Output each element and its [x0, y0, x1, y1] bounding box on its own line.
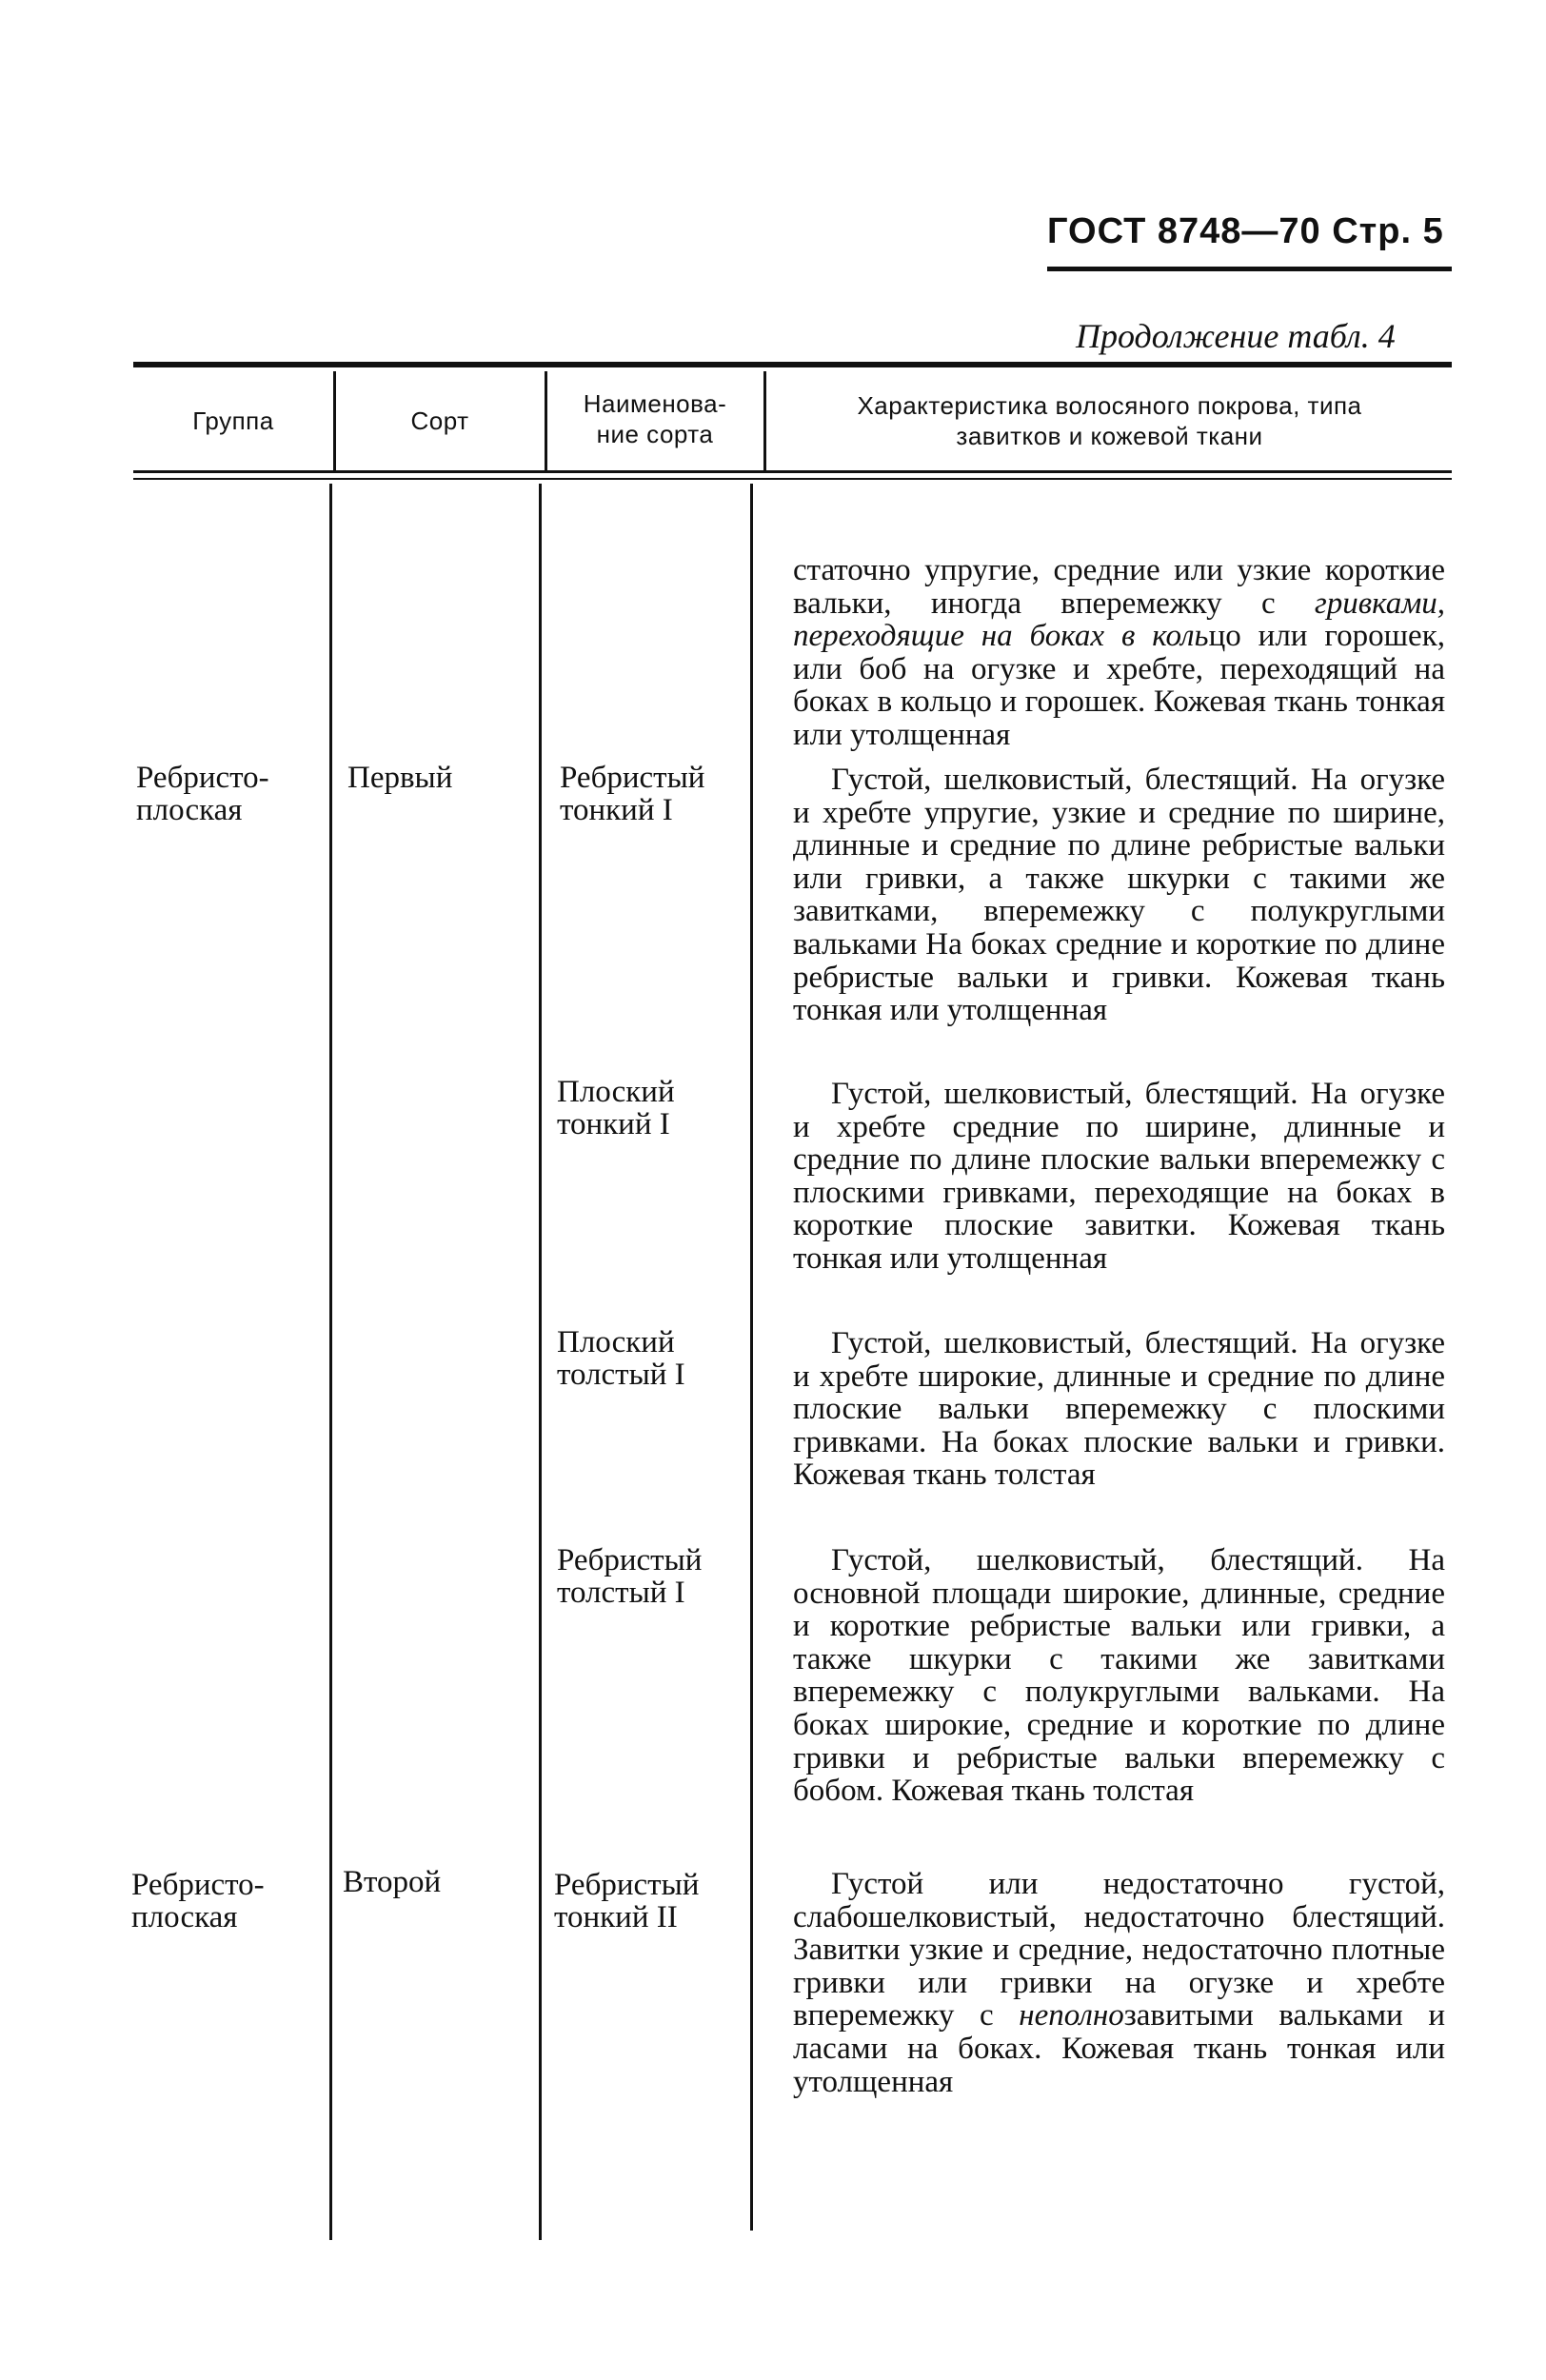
description-text-italic: гривками, переходящие на боках в коль	[793, 585, 1445, 654]
table-row	[793, 554, 1445, 752]
description-text-italic: неполно	[1019, 1998, 1124, 2033]
description-cell: Густой, шелковистый, блестящий. На огузке и хребте широкие, длинные и средние по длине плоские вальки вперемежку с плоскими гривками. На боках плоские вальки и гривки. Кожевая ткань толстая	[793, 1326, 1445, 1493]
sort-name-cell: Ребристый толстый I	[557, 1543, 703, 1610]
column-header-group: Группа	[192, 407, 274, 435]
description-cell: Густой, шелковистый, блестящий. На огузке и хребте средние по ширине, длинные и средние по длине плоские вальки вперемежку с плоскими гривками, переходящие на боках в короткие плоские завитки. Кожевая ткань тонкая или утолщенная	[793, 1077, 1445, 1276]
column-header-sort-name: Наименова- ние сорта	[583, 389, 727, 448]
group-cell: Ребристо- плоская	[136, 761, 269, 827]
table-header-rule	[133, 470, 1452, 473]
header-rule	[1047, 267, 1452, 271]
column-header-sort: Сорт	[410, 407, 469, 435]
column-divider	[763, 371, 766, 471]
group-cell: Ребристо- плоская	[131, 1868, 265, 1934]
table-continuation-label: Продолжение табл. 4	[1076, 317, 1396, 355]
sort-name-cell: Плоский тонкий I	[557, 1075, 675, 1141]
table-row	[793, 1868, 1445, 2098]
description-cell: Густой, шелковистый, блестящий. На огузке и хребте упругие, узкие и средние по ширине, длинные и средние по длине ребристые вальки или гривки, а также шкурки с такими же завитками, вперемежку с полукруглыми вальками На боках средние и короткие по длине ребристые вальки и гривки. Кожевая ткань тонкая или утолщенная	[793, 763, 1445, 1028]
column-divider	[539, 484, 542, 2240]
sort-cell: Первый	[347, 761, 453, 795]
sort-name-cell: Ребристый тонкий I	[560, 761, 705, 827]
column-header-characteristic: Характеристика волосяного покрова, типа завитков и кожевой ткани	[857, 391, 1362, 450]
column-divider	[329, 484, 332, 2240]
table-header-rule-double	[133, 478, 1452, 480]
sort-name-cell: Плоский толстый I	[557, 1325, 685, 1392]
table-top-rule	[133, 362, 1452, 367]
page-header: ГОСТ 8748—70 Стр. 5	[1047, 211, 1444, 251]
sort-name-cell: Ребристый тонкий II	[554, 1868, 700, 1934]
description-text: статочно упругие, средние или узкие короткие вальки, иногда вперемежку с	[793, 553, 1445, 621]
column-divider	[750, 484, 753, 2231]
description-text: цо или горошек, или боб на огузке и хребте, переходящий на боках в кольцо и горошек. Кожевая ткань тонкая или утолщенная	[793, 619, 1445, 752]
description-text: Густой или недостаточно густой, слабошелковистый, недостаточно блестящий. Завитки узкие и средние, недостаточно плотные гривки или гривки на огузке и хребте вперемежку с	[793, 1867, 1445, 2033]
sort-cell: Второй	[343, 1865, 442, 1899]
description-text: завитыми вальками и ласами на боках. Кожевая ткань тонкая или утолщенная	[793, 1998, 1445, 2099]
description-cell: Густой, шелковистый, блестящий. На основной площади широкие, длинные, средние и короткие ребристые вальки или гривки, а также шкурки с такими же завитками вперемежку с полукруглыми вальками. На боках широкие, средние и короткие по длине гривки и ребристые вальки вперемежку с бобом. Кожевая ткань толстая	[793, 1543, 1445, 1809]
